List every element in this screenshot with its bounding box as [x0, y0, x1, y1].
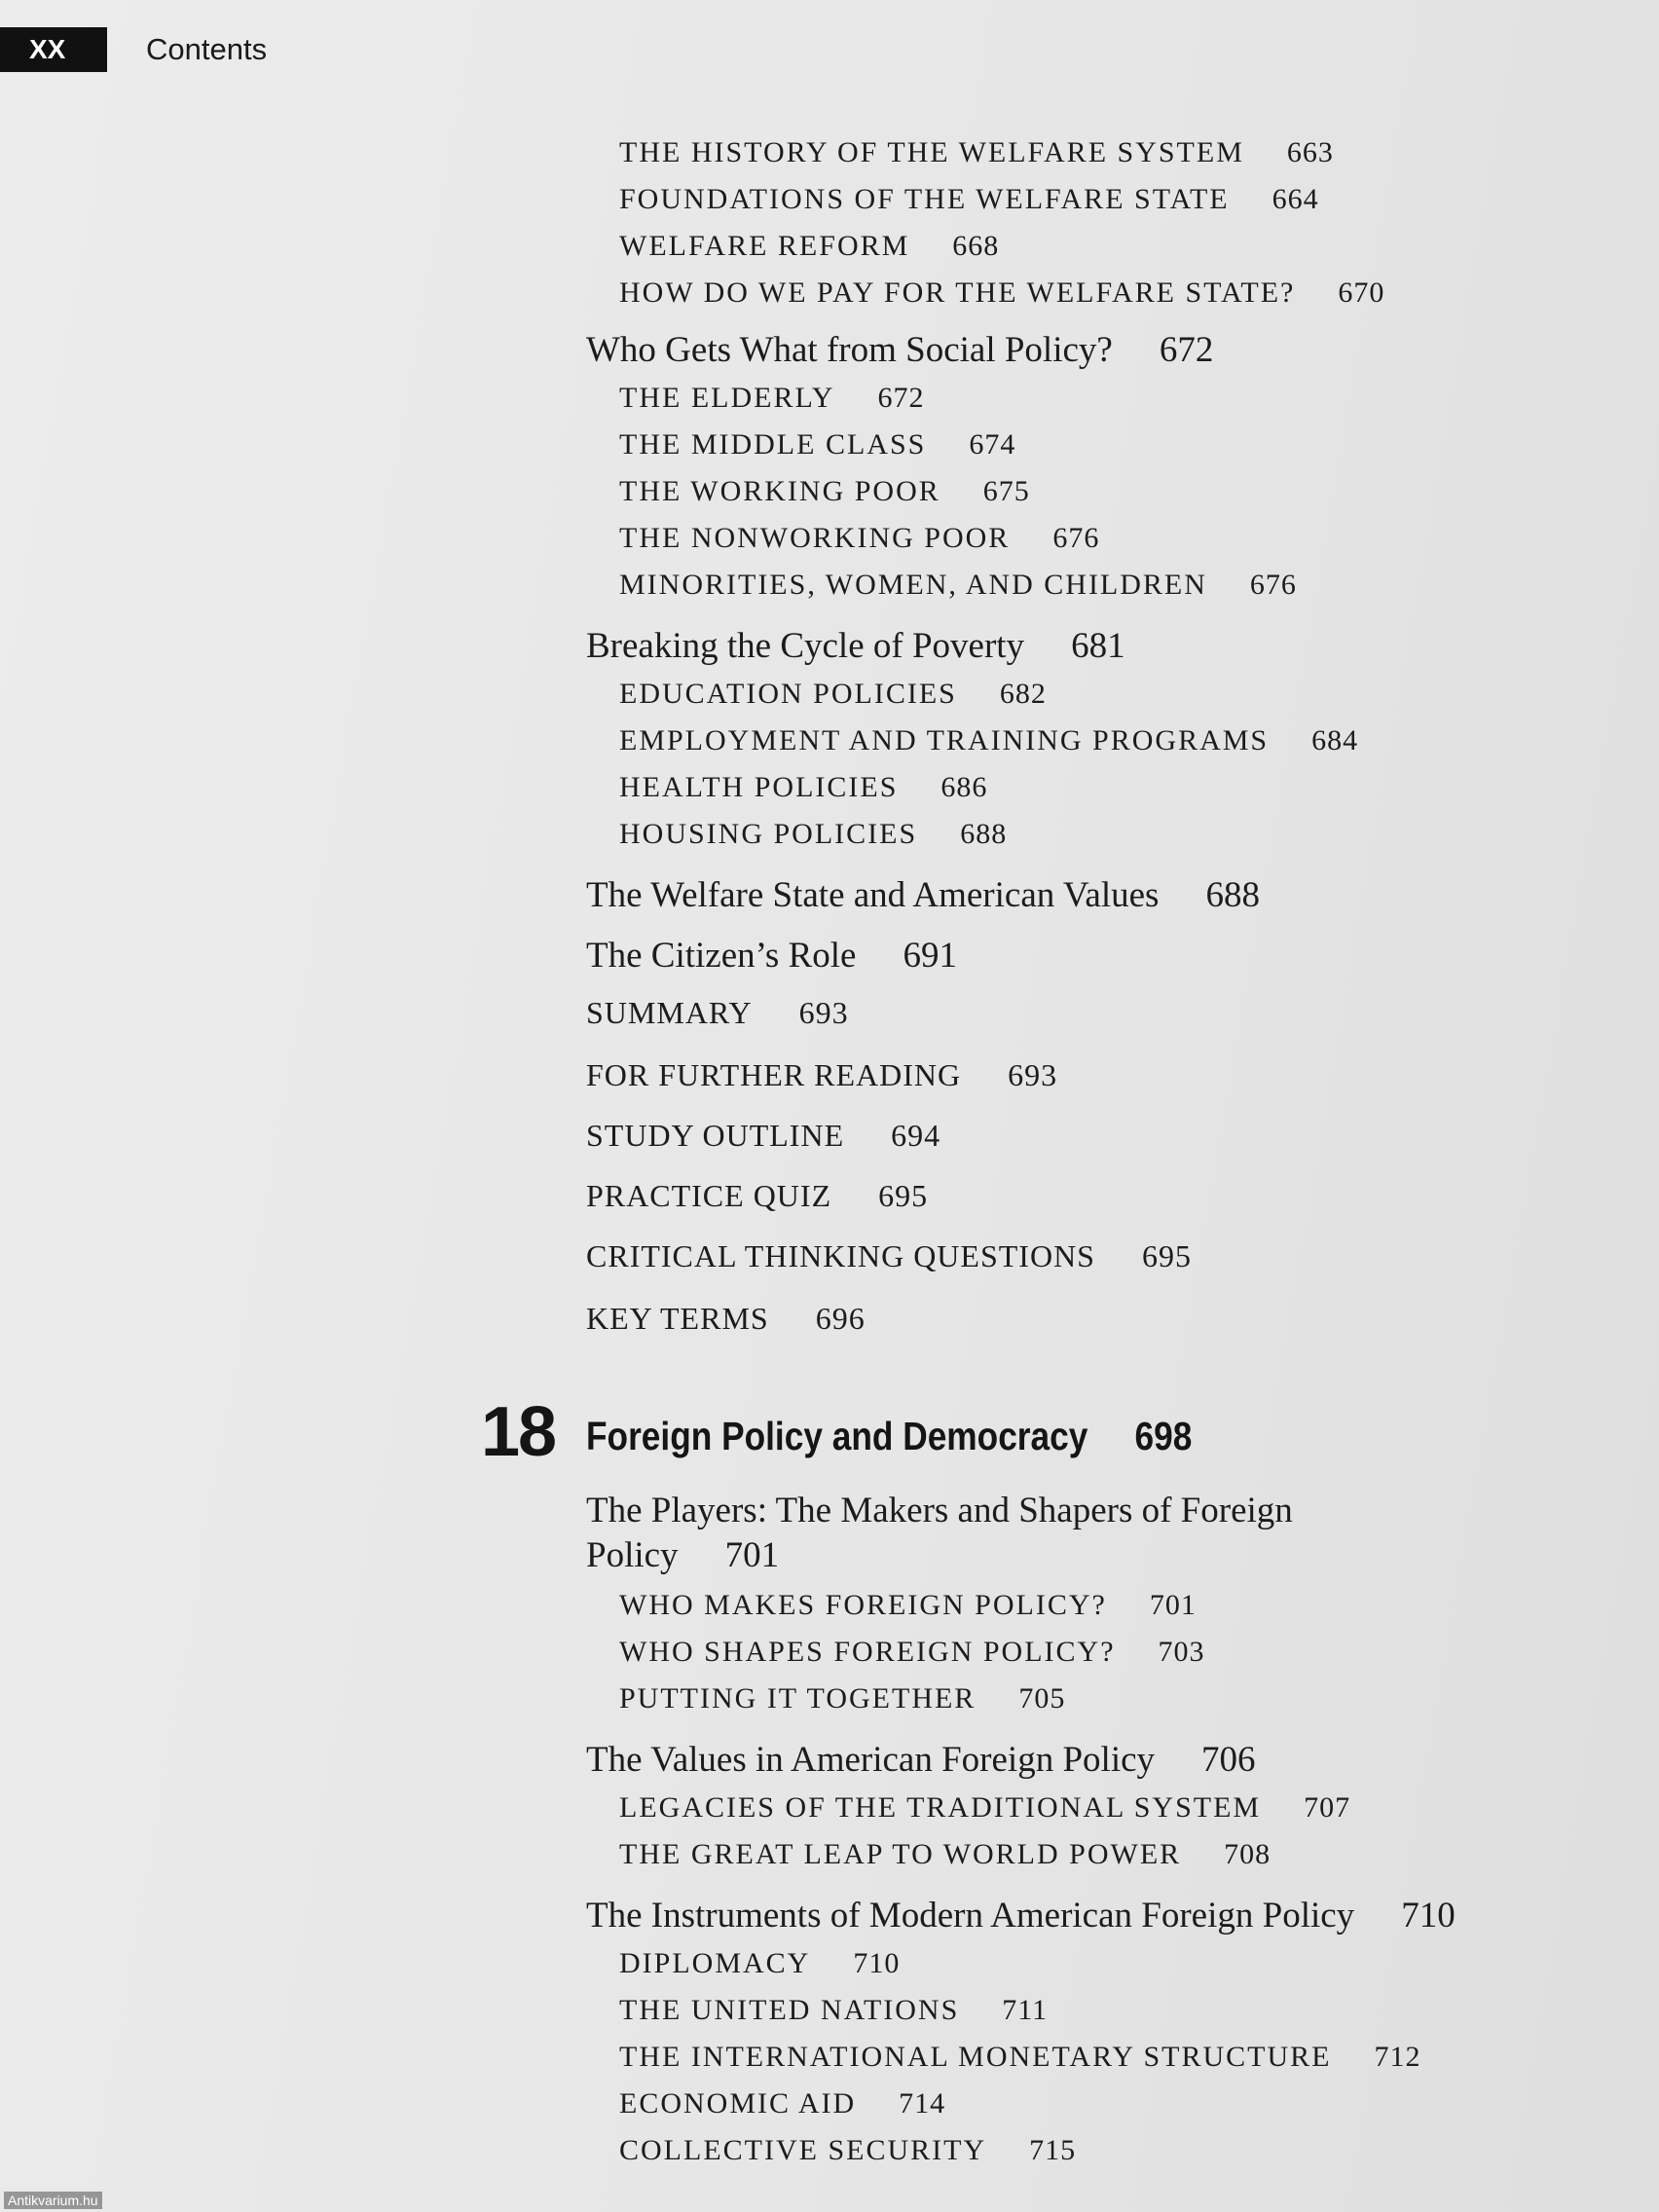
toc-page-number: 701: [724, 1535, 780, 1575]
toc-entry[interactable]: [619, 522, 1099, 555]
toc-entry[interactable]: [619, 2134, 1076, 2167]
toc-page-number: 664: [1272, 183, 1319, 215]
toc-entry[interactable]: [619, 1994, 1048, 2027]
toc-entry-text: THE INTERNATIONAL MONETARY STRUCTURE: [619, 2041, 1332, 2073]
toc-entry[interactable]: [619, 1682, 1065, 1715]
toc-entry-text: PUTTING IT TOGETHER: [619, 1682, 977, 1714]
toc-entry-text: HOW DO WE PAY FOR THE WELFARE STATE?: [619, 276, 1296, 309]
toc-entry[interactable]: [586, 1118, 940, 1154]
toc-entry[interactable]: [619, 2087, 945, 2120]
toc-entry-text: SUMMARY: [586, 995, 753, 1030]
toc-page-number: 696: [815, 1301, 866, 1336]
toc-entry[interactable]: [586, 995, 849, 1031]
toc-entry[interactable]: [619, 1636, 1205, 1669]
toc-page-number: 672: [1159, 330, 1214, 370]
toc-entry[interactable]: [619, 428, 1015, 461]
watermark: Antikvarium.hu: [4, 2192, 102, 2209]
toc-page-number: 682: [999, 678, 1047, 710]
toc-entry-text: THE GREAT LEAP TO WORLD POWER: [619, 1838, 1182, 1870]
toc-page-number: 668: [952, 230, 1000, 262]
toc-entry-text: THE MIDDLE CLASS: [619, 428, 927, 461]
toc-page-number: 686: [940, 771, 988, 803]
toc-page-number: 670: [1338, 276, 1385, 309]
toc-entry-text: STUDY OUTLINE: [586, 1118, 845, 1153]
chapter-title[interactable]: [586, 1414, 1192, 1459]
toc-entry-text: THE UNITED NATIONS: [619, 1994, 960, 2026]
toc-entry-text: ECONOMIC AID: [619, 2087, 857, 2120]
toc-page-number: 688: [1205, 875, 1260, 915]
toc-entry[interactable]: [586, 1739, 1256, 1781]
toc-entry-text: EDUCATION POLICIES: [619, 678, 957, 710]
toc-entry[interactable]: [586, 1238, 1192, 1274]
toc-entry-text: THE NONWORKING POOR: [619, 522, 1011, 554]
toc-entry-text: WHO MAKES FOREIGN POLICY?: [619, 1589, 1107, 1621]
toc-entry-players-line2[interactable]: [586, 1534, 779, 1576]
toc-page-number: 684: [1311, 724, 1359, 756]
toc-page-number: 676: [1052, 522, 1100, 554]
toc-entry-text: The Values in American Foreign Policy: [586, 1740, 1156, 1780]
toc-page-number: 674: [969, 428, 1016, 461]
toc-entry[interactable]: [586, 1301, 866, 1337]
page-number-tab: XX: [0, 27, 107, 72]
toc-page-number: 693: [798, 995, 849, 1030]
toc-entry[interactable]: [586, 1178, 928, 1214]
toc-entry[interactable]: [619, 1589, 1197, 1622]
toc-page-number: 695: [1141, 1238, 1192, 1273]
toc-page-number: 675: [982, 475, 1030, 507]
toc-entry[interactable]: [619, 183, 1319, 216]
toc-entry-text: The Citizen’s Role: [586, 936, 857, 976]
toc-entry-text: THE ELDERLY: [619, 382, 835, 414]
toc-page-number: 707: [1304, 1791, 1351, 1824]
toc-page-number: 712: [1374, 2041, 1421, 2073]
toc-entry-text: The Welfare State and American Values: [586, 875, 1160, 915]
toc-entry[interactable]: [619, 771, 987, 804]
toc-entry-players-line1[interactable]: The Players: The Makers and Shapers of Foreign: [586, 1491, 1293, 1530]
toc-entry[interactable]: [619, 382, 924, 415]
toc-page-number: 710: [1401, 1896, 1456, 1936]
toc-entry[interactable]: [619, 724, 1358, 757]
toc-page-number: 701: [1149, 1589, 1197, 1621]
toc-page-number: 708: [1224, 1838, 1272, 1870]
toc-entry-text: FOUNDATIONS OF THE WELFARE STATE: [619, 183, 1230, 215]
toc-entry-text: EMPLOYMENT AND TRAINING PROGRAMS: [619, 724, 1270, 756]
toc-page-number: 714: [899, 2087, 946, 2120]
toc-entry[interactable]: [619, 136, 1334, 169]
toc-page-number: 691: [903, 936, 957, 976]
toc-entry[interactable]: [619, 1947, 900, 1980]
toc-page-number: 715: [1029, 2134, 1077, 2166]
toc-entry-text: WELFARE REFORM: [619, 230, 910, 262]
toc-page-number: 676: [1249, 569, 1297, 601]
toc-entry[interactable]: [586, 625, 1125, 667]
toc-entry-text: THE WORKING POOR: [619, 475, 940, 507]
toc-entry-text: DIPLOMACY: [619, 1947, 811, 1979]
toc-entry-text: PRACTICE QUIZ: [586, 1178, 832, 1213]
toc-page-number: 695: [878, 1178, 929, 1213]
toc-entry[interactable]: [619, 475, 1030, 508]
toc-page-number: 688: [960, 818, 1008, 850]
chapter-page-number: 698: [1134, 1414, 1193, 1458]
toc-entry[interactable]: [619, 818, 1007, 851]
toc-page-number: 706: [1201, 1740, 1256, 1780]
running-header: Contents: [146, 32, 268, 66]
toc-entry-text: Breaking the Cycle of Poverty: [586, 626, 1025, 666]
toc-entry-text: WHO SHAPES FOREIGN POLICY?: [619, 1636, 1116, 1668]
toc-page-number: 672: [877, 382, 925, 414]
toc-entry[interactable]: [619, 1838, 1271, 1871]
toc-page-number: 710: [853, 1947, 901, 1979]
toc-entry[interactable]: [586, 874, 1260, 916]
toc-page-number: 711: [1002, 1994, 1049, 2026]
toc-entry-text: COLLECTIVE SECURITY: [619, 2134, 987, 2166]
toc-page-number: 705: [1018, 1682, 1066, 1714]
chapter-title-text: Foreign Policy and Democracy: [586, 1414, 1088, 1458]
toc-entry[interactable]: [619, 678, 1047, 711]
chapter-number: 18: [481, 1393, 556, 1471]
toc-entry-text: HEALTH POLICIES: [619, 771, 899, 803]
toc-entry-text: Who Gets What from Social Policy?: [586, 330, 1113, 370]
toc-page-number: 693: [1008, 1057, 1058, 1092]
toc-entry[interactable]: [586, 1057, 1057, 1093]
toc-page-number: 694: [891, 1118, 941, 1153]
toc-entry-text: CRITICAL THINKING QUESTIONS: [586, 1238, 1095, 1273]
toc-entry[interactable]: [619, 1791, 1350, 1825]
toc-entry[interactable]: [586, 935, 957, 977]
toc-entry-text: MINORITIES, WOMEN, AND CHILDREN: [619, 569, 1207, 601]
toc-entry-text: KEY TERMS: [586, 1301, 769, 1336]
toc-entry[interactable]: [586, 1895, 1456, 1936]
toc-entry[interactable]: [586, 329, 1213, 371]
toc-entry[interactable]: [619, 569, 1297, 602]
toc-entry-text: THE HISTORY OF THE WELFARE SYSTEM: [619, 136, 1244, 168]
toc-page-number: 703: [1158, 1636, 1205, 1668]
toc-entry[interactable]: [619, 2041, 1421, 2074]
toc-entry-text: FOR FURTHER READING: [586, 1057, 962, 1092]
toc-entry-text: HOUSING POLICIES: [619, 818, 918, 850]
toc-page-number: 663: [1286, 136, 1334, 168]
toc-entry-text: Policy: [586, 1535, 679, 1575]
toc-entry[interactable]: [619, 230, 999, 263]
toc-page-number: 681: [1071, 626, 1125, 666]
toc-entry[interactable]: [619, 276, 1384, 310]
toc-entry-text: The Instruments of Modern American Foreign Policy: [586, 1896, 1355, 1936]
toc-entry-text: LEGACIES OF THE TRADITIONAL SYSTEM: [619, 1791, 1262, 1824]
